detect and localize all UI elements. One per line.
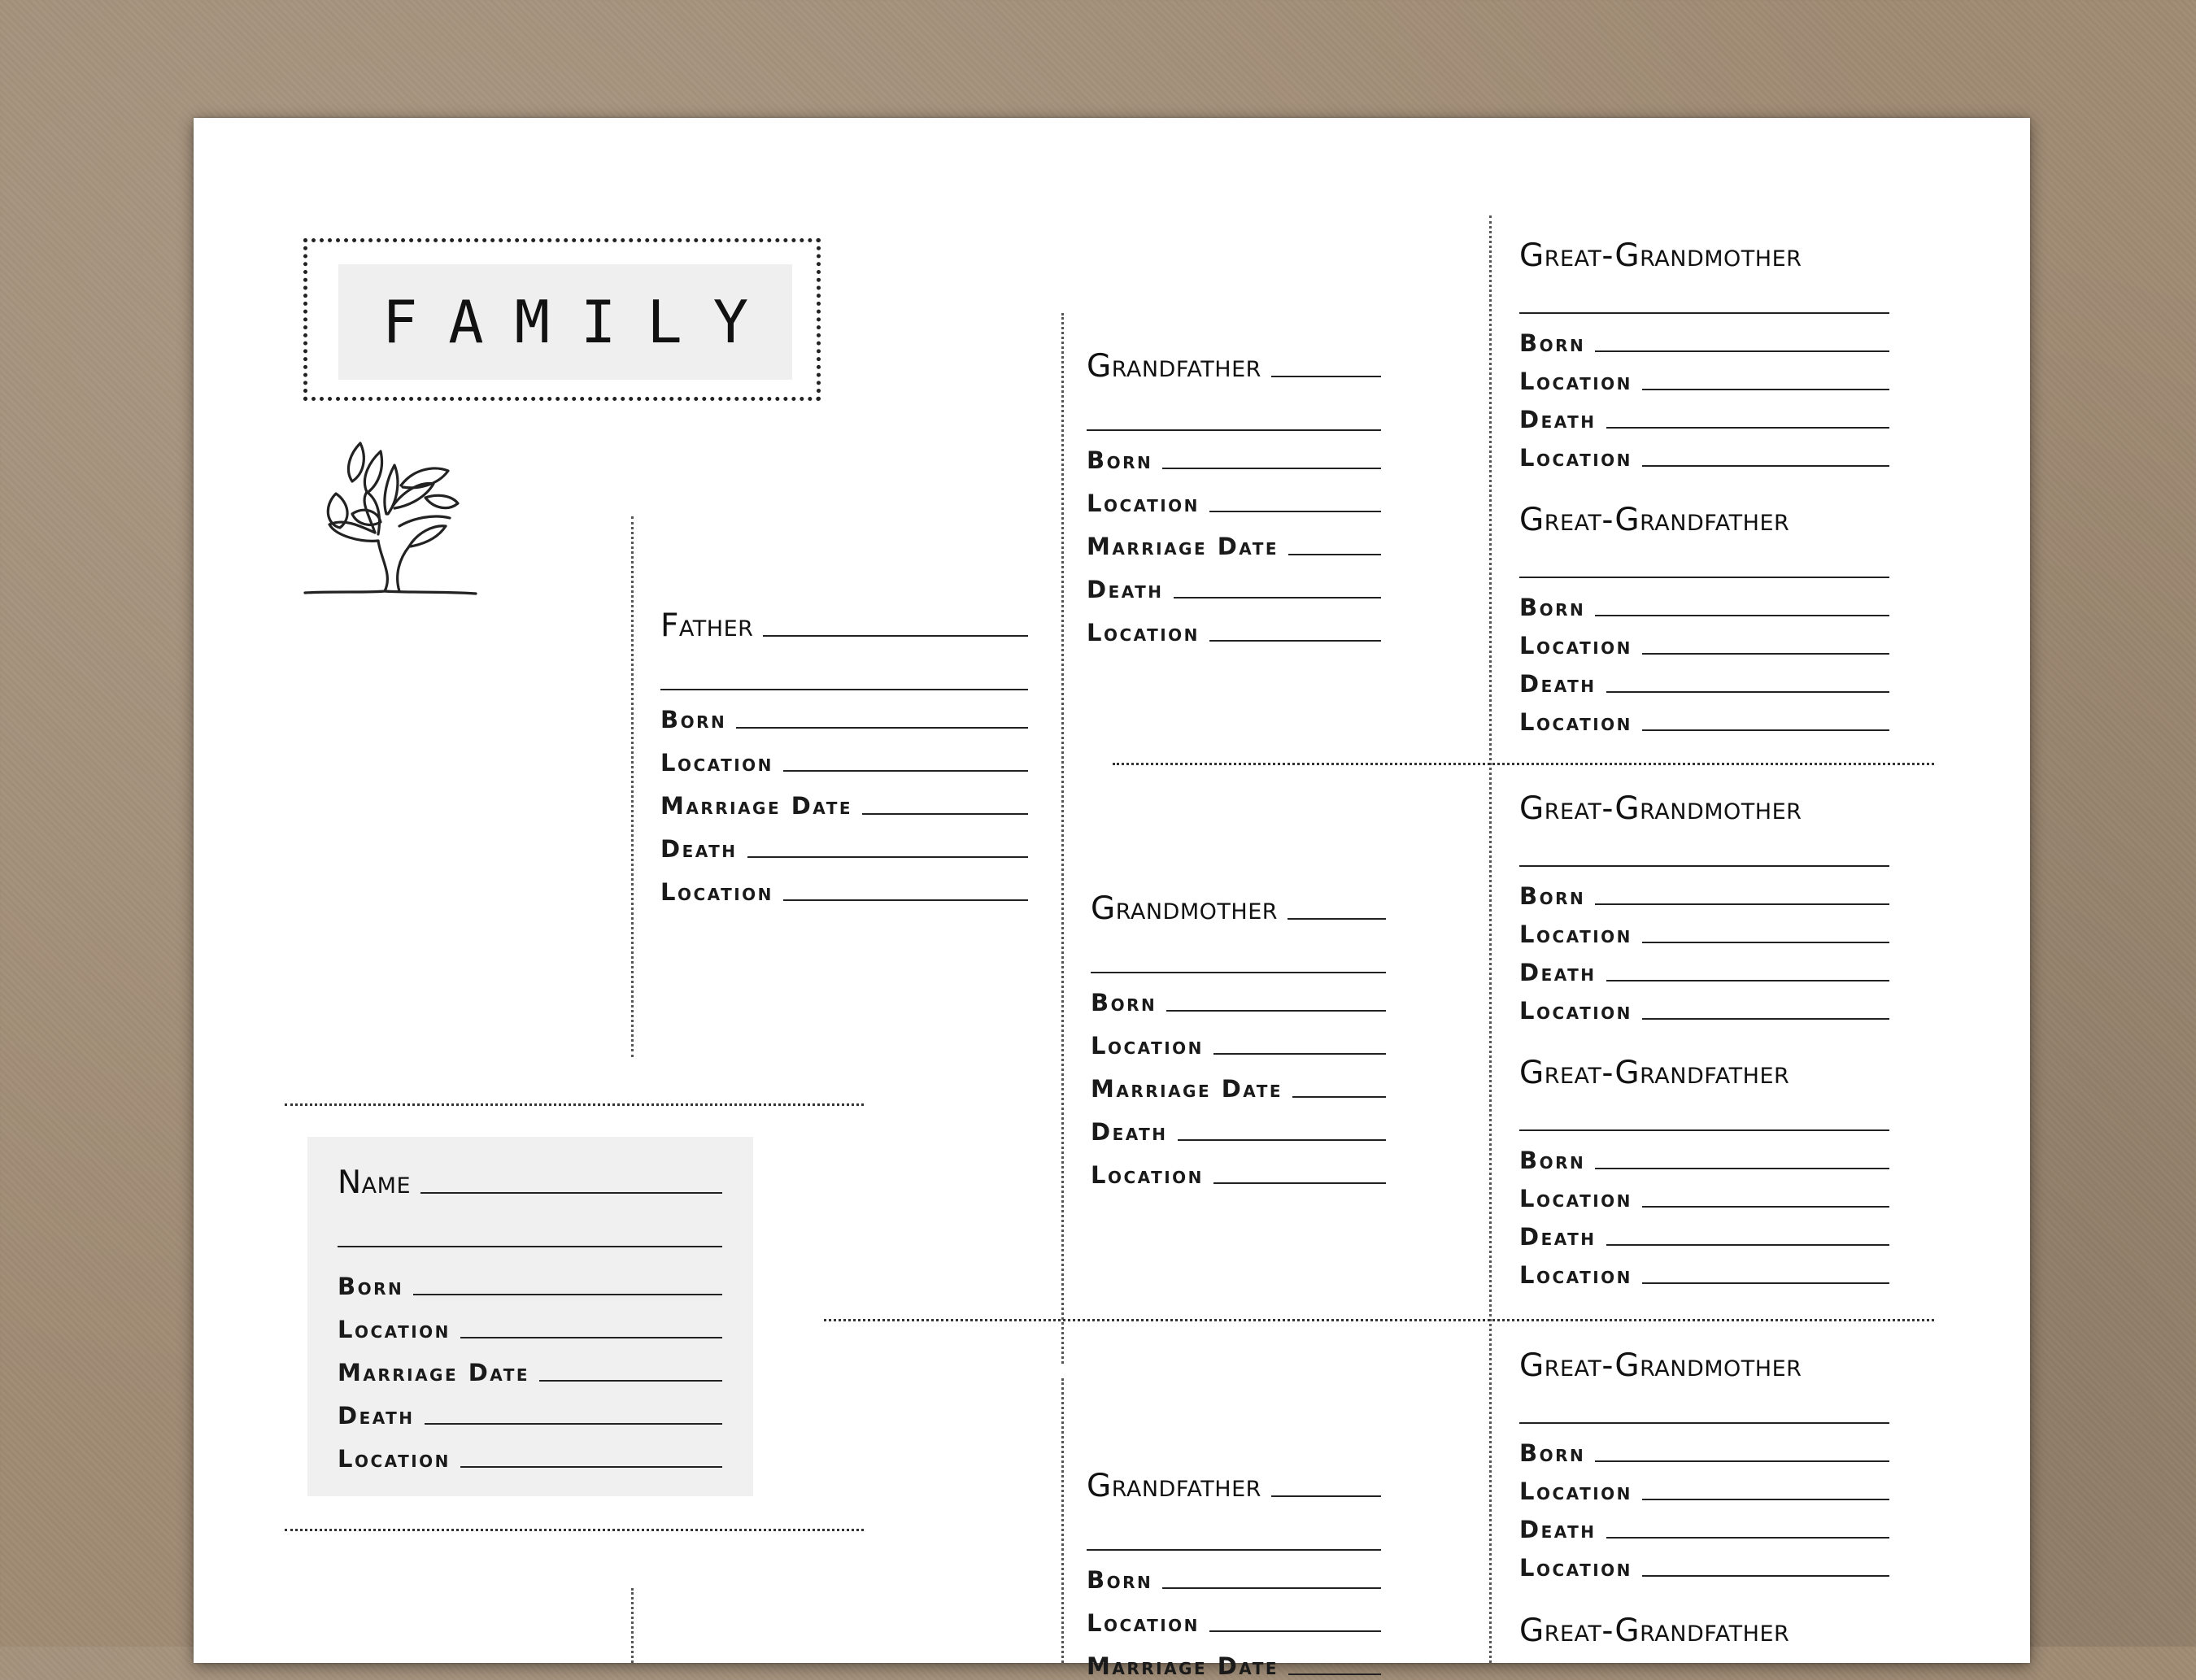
great-grandparents-divider xyxy=(1489,215,1492,1663)
grandparents-connector-bottom xyxy=(1061,1378,1064,1663)
great-grandmother-label: Great-Grandmother xyxy=(1519,237,1802,274)
marriage-date-field[interactable]: Marriage Date xyxy=(1087,1655,1381,1678)
born-field[interactable]: Born xyxy=(1519,596,1889,620)
great-grandfather-label: Great-Grandfather xyxy=(1519,502,1790,538)
death-field[interactable]: Death xyxy=(1519,672,1889,696)
born-field[interactable]: Born xyxy=(1519,1442,1889,1465)
grandmother-label: Grandmother xyxy=(1091,890,1279,927)
death-field[interactable]: Death xyxy=(338,1404,722,1428)
location-field[interactable]: Location xyxy=(1519,711,1889,734)
grandmother-record xyxy=(1091,881,1386,1187)
grandfather-label: Grandfather xyxy=(1087,1468,1261,1504)
location-field[interactable]: Location xyxy=(660,881,1028,904)
marriage-date-field[interactable]: Marriage Date xyxy=(1087,535,1381,559)
subject-divider-bottom xyxy=(285,1529,864,1531)
page-title: FAMILY xyxy=(381,288,780,356)
death-field[interactable]: Death xyxy=(1519,408,1889,432)
location-field[interactable]: Location xyxy=(1519,923,1889,947)
great-grandmother-name-line[interactable] xyxy=(1519,1422,1889,1424)
death-field[interactable]: Death xyxy=(1519,1518,1889,1542)
location-field[interactable]: Location xyxy=(1519,446,1889,470)
great-grandmother-2-record xyxy=(1519,781,1889,1023)
location-field[interactable]: Location xyxy=(660,751,1028,775)
great-grandfather-label: Great-Grandfather xyxy=(1519,1613,1790,1649)
lineage-divider xyxy=(824,1319,1934,1321)
great-grandmother-name-line[interactable] xyxy=(1519,312,1889,314)
death-field[interactable]: Death xyxy=(1519,961,1889,985)
location-field[interactable]: Location xyxy=(338,1318,722,1342)
father-name-line-2[interactable] xyxy=(660,689,1028,690)
location-field[interactable]: Location xyxy=(1087,492,1381,516)
location-field[interactable]: Location xyxy=(1091,1034,1386,1058)
mother-connector-line xyxy=(631,1588,634,1663)
location-field[interactable]: Location xyxy=(1091,1164,1386,1187)
great-grandfather-1-record xyxy=(1519,492,1889,734)
born-field[interactable]: Born xyxy=(1091,991,1386,1015)
subject-record xyxy=(338,1155,722,1471)
great-grandfather-label: Great-Grandfather xyxy=(1519,1055,1790,1091)
name-input-line[interactable] xyxy=(420,1192,722,1194)
chart-page xyxy=(194,118,2030,1680)
marriage-date-field[interactable]: Marriage Date xyxy=(1091,1077,1386,1101)
grandfather-name-line[interactable] xyxy=(1271,1495,1381,1497)
death-field[interactable]: Death xyxy=(1091,1121,1386,1144)
great-grandmother-1-record xyxy=(1519,228,1889,470)
father-name-line[interactable] xyxy=(763,635,1028,637)
father-record xyxy=(660,598,1028,904)
born-field[interactable]: Born xyxy=(1519,332,1889,355)
grandfather-2-record xyxy=(1087,1458,1381,1678)
great-grandfather-name-line[interactable] xyxy=(1519,1129,1889,1131)
subject-divider-top xyxy=(285,1103,864,1106)
location-field[interactable]: Location xyxy=(1519,370,1889,394)
born-field[interactable]: Born xyxy=(660,708,1028,732)
great-grandfather-3-record xyxy=(1519,1603,1889,1647)
grandfather-name-line-2[interactable] xyxy=(1087,429,1381,431)
location-field[interactable]: Location xyxy=(1519,999,1889,1023)
location-field[interactable]: Location xyxy=(1087,621,1381,645)
great-grandmother-label: Great-Grandmother xyxy=(1519,790,1802,827)
great-grandfather-2-record xyxy=(1519,1045,1889,1287)
father-connector-line xyxy=(631,516,634,1057)
grandfather-name-line-2[interactable] xyxy=(1087,1549,1381,1551)
marriage-date-field[interactable]: Marriage Date xyxy=(660,794,1028,818)
death-field[interactable]: Death xyxy=(660,838,1028,861)
born-field[interactable]: Born xyxy=(1519,1149,1889,1173)
great-grandmother-name-line[interactable] xyxy=(1519,865,1889,867)
great-grandmother-label: Great-Grandmother xyxy=(1519,1347,1802,1384)
grandparents-divider xyxy=(1113,763,1934,765)
location-field[interactable]: Location xyxy=(1087,1612,1381,1635)
death-field[interactable]: Death xyxy=(1087,578,1381,602)
born-field[interactable]: Born xyxy=(1519,885,1889,908)
father-label: Father xyxy=(660,607,754,644)
born-field[interactable]: Born xyxy=(1087,449,1381,472)
great-grandmother-3-record xyxy=(1519,1338,1889,1580)
marriage-date-field[interactable]: Marriage Date xyxy=(338,1361,722,1385)
location-field[interactable]: Location xyxy=(1519,1556,1889,1580)
tree-icon xyxy=(303,437,478,599)
great-grandfather-name-line[interactable] xyxy=(1519,577,1889,578)
grandparents-connector-top xyxy=(1061,313,1064,1364)
location-field[interactable]: Location xyxy=(1519,1187,1889,1211)
grandmother-name-line[interactable] xyxy=(1288,918,1386,920)
grandmother-name-line-2[interactable] xyxy=(1091,972,1386,973)
grandfather-1-record xyxy=(1087,338,1381,645)
location-field[interactable]: Location xyxy=(338,1447,722,1471)
death-field[interactable]: Death xyxy=(1519,1225,1889,1249)
born-field[interactable]: Born xyxy=(1087,1569,1381,1592)
title-box xyxy=(338,264,792,380)
name-input-line-2[interactable] xyxy=(338,1246,722,1247)
grandfather-label: Grandfather xyxy=(1087,348,1261,385)
grandfather-name-line[interactable] xyxy=(1271,376,1381,377)
location-field[interactable]: Location xyxy=(1519,634,1889,658)
location-field[interactable]: Location xyxy=(1519,1480,1889,1504)
name-label: Name xyxy=(338,1164,411,1201)
born-field[interactable]: Born xyxy=(338,1275,722,1299)
location-field[interactable]: Location xyxy=(1519,1264,1889,1287)
